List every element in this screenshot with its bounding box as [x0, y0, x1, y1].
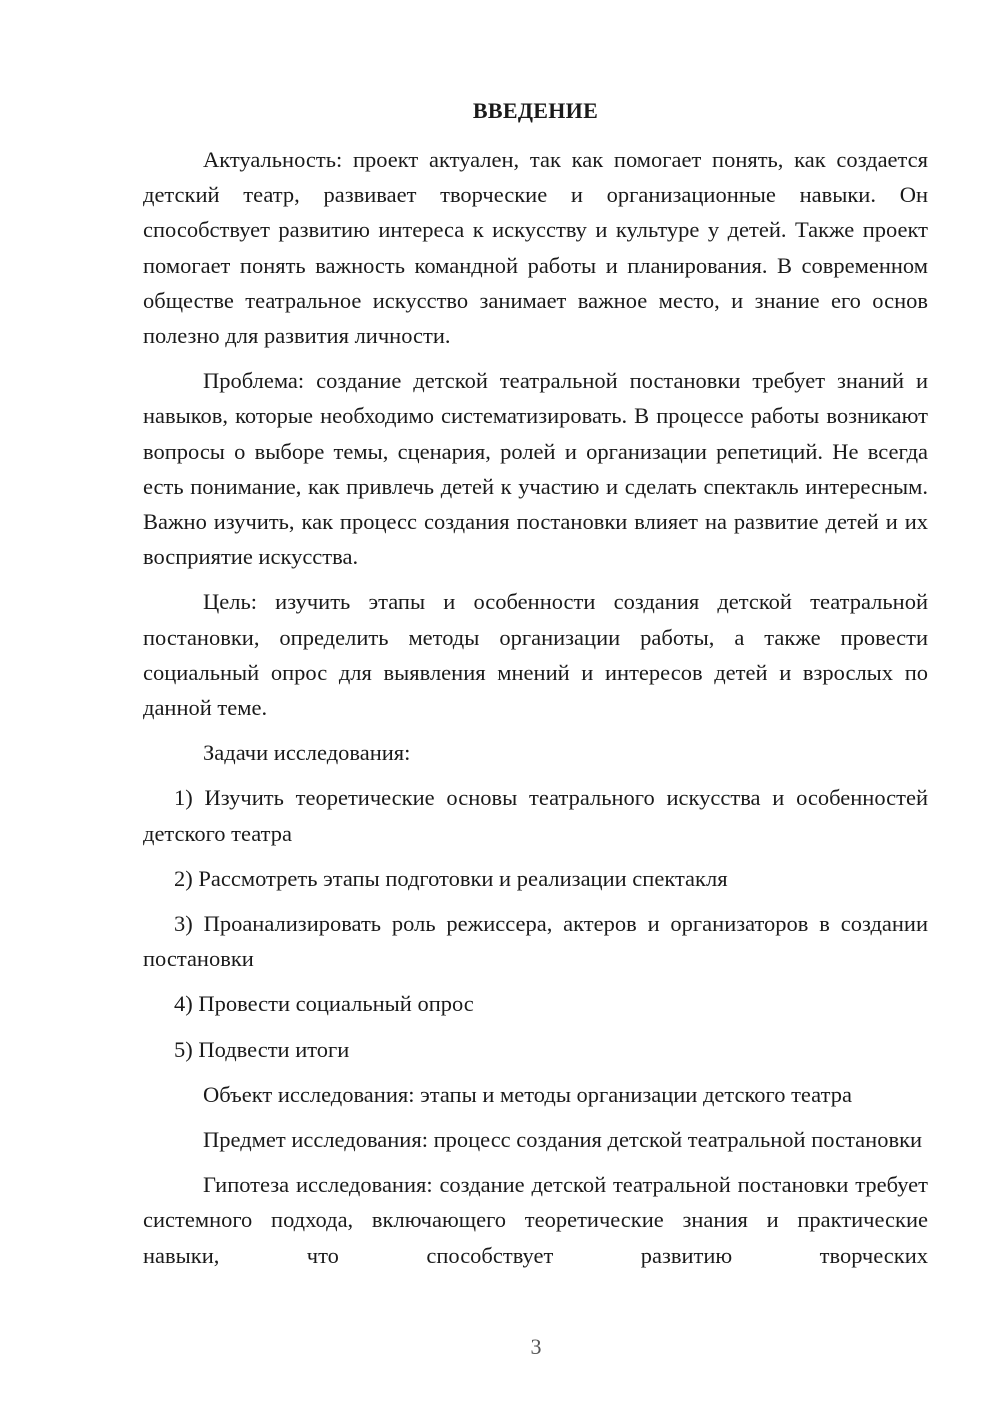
- task-item-1: 1) Изучить теоретические основы театрального искусства и особенностей детского театра: [143, 785, 928, 846]
- paragraph-tasks-heading: Задачи исследования:: [203, 740, 411, 766]
- task-item-3: 3) Проанализировать роль режиссера, актеров и организаторов в создании постановки: [143, 911, 928, 972]
- document-body: [143, 142, 928, 1273]
- page-number: 3: [530, 1334, 542, 1359]
- task-item-5: 5) Подвести итоги: [174, 1036, 350, 1062]
- paragraph-subject: Предмет исследования: процесс создания детской театральной постановки: [203, 1127, 923, 1153]
- task-item-4: 4) Провести социальный опрос: [174, 991, 474, 1017]
- paragraph-goal: Цель: изучить этапы и особенности создания детской театральной постановки, определить методы организации работы, а также провести социальный опрос для выявления мнений и интересов детей и взрослых по данной теме.: [143, 589, 928, 721]
- paragraph-hypothesis: Гипотеза исследования: создание детской театральной постановки требует системного подхода, включающего теоретические знания и практические навыки, что способствует развитию творческих: [143, 1172, 928, 1268]
- paragraph-problem: Проблема: создание детской театральной постановки требует знаний и навыков, которые необходимо систематизировать. В процессе работы возникают вопросы о выборе темы, сценария, ролей и организации репетиций. Не всегда есть понимание, как привлечь детей к участию и сделать спектакль интересным. Важно изучить, как процесс создания постановки влияет на развитие детей и их восприятие искусства.: [143, 368, 928, 570]
- section-heading: ВВЕДЕНИЕ: [472, 98, 599, 123]
- task-item-2: 2) Рассмотреть этапы подготовки и реализации спектакля: [174, 865, 728, 891]
- paragraph-object: Объект исследования: этапы и методы организации детского театра: [203, 1081, 852, 1107]
- paragraph-relevance: Актуальность: проект актуален, так как помогает понять, как создается детский театр, развивает творческие и организационные навыки. Он способствует развитию интереса к искусству и культуре у детей. Также проект помогает понять важность командной работы и планирования. В современном обществе театральное искусство занимает важное место, и знание его основ полезно для развития личности.: [143, 147, 928, 349]
